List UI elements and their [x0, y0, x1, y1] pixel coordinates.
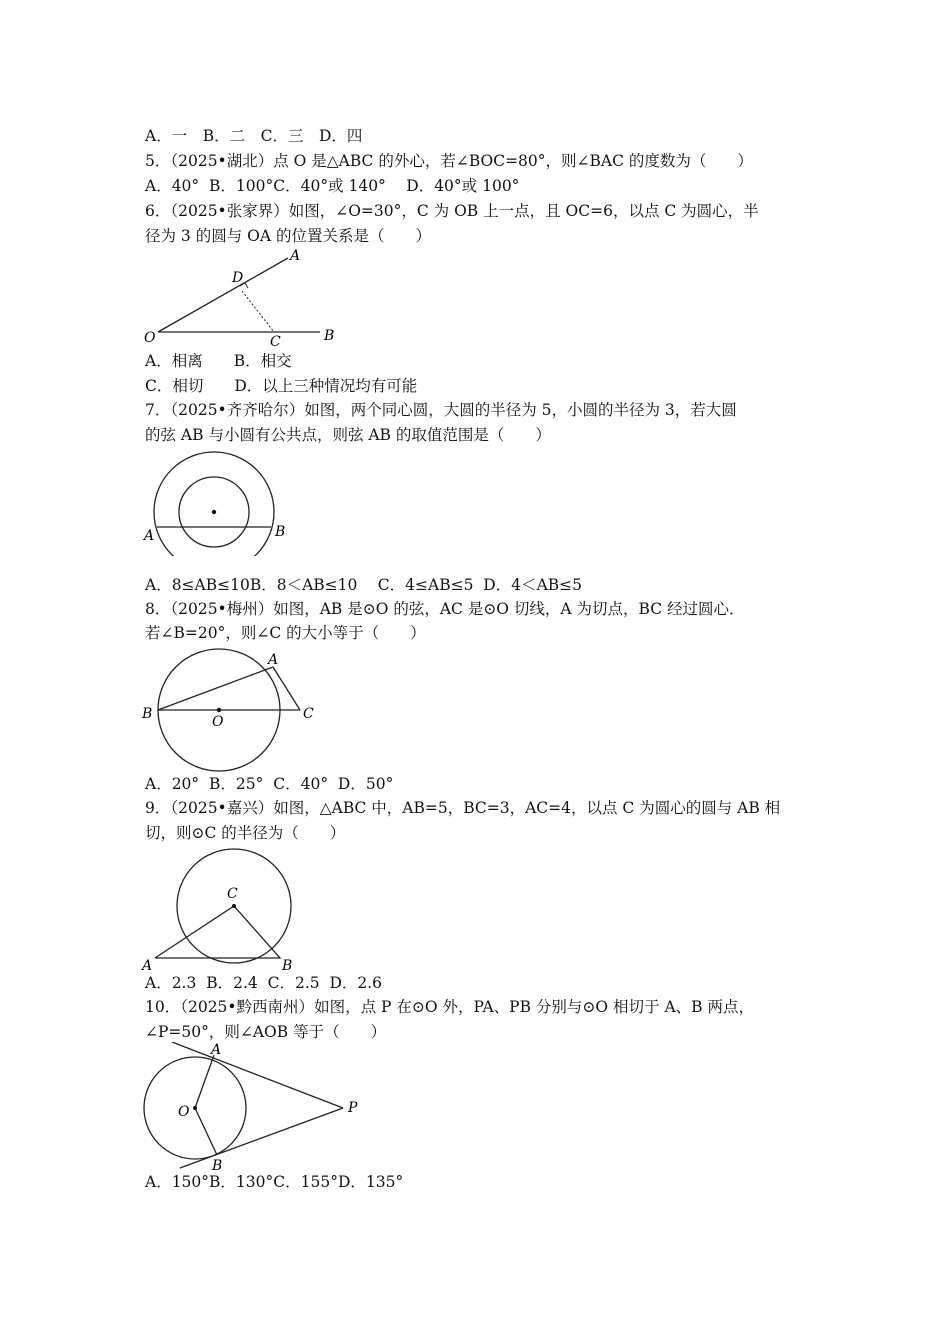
q7-label-a: A [144, 528, 155, 544]
q9-stem-line1: 9．（2025•嘉兴）如图，△ABC 中，AB=5，BC=3，AC=4，以点 C 为圆心的圆与 AB 相 [145, 799, 781, 817]
q9-stem-line2: 切，则⊙C 的半径为（ ） [145, 824, 346, 842]
q7-options: A．8≤AB≤10B．8＜AB≤10 C．4≤AB≤5 D．4＜AB≤5 [145, 576, 583, 594]
q7-label-b: B [275, 524, 286, 540]
q8-stem-line2: 若∠B=20°，则∠C 的大小等于（ ） [145, 624, 426, 642]
q10-stem-line1: 10．（2025•黔西南州）如图，点 P 在⊙O 外，PA、PB 分别与⊙O 相切于 A、B 两点， [145, 998, 754, 1016]
q10-label-a: A [211, 1042, 222, 1058]
q6-label-b: B [324, 328, 335, 344]
q9-label-c: C [227, 886, 238, 902]
q8-label-a: A [268, 652, 279, 668]
q7-stem-line2: 的弦 AB 与小圆有公共点，则弦 AB 的取值范围是（ ） [145, 426, 551, 444]
q10-label-o: O [178, 1104, 190, 1120]
q6-stem-line2: 径为 3 的圆与 OA 的位置关系是（ ） [145, 227, 431, 245]
q8-label-c: C [303, 706, 314, 722]
q6-label-o: O [144, 330, 156, 346]
q6-label-c: C [270, 334, 281, 346]
q8-label-b: B [142, 706, 153, 722]
q7-figure [140, 446, 300, 556]
q10-label-b: B [212, 1158, 223, 1174]
q6-figure [140, 246, 360, 346]
q6-options-line2: C．相切 D．以上三种情况均有可能 [145, 377, 418, 395]
q8-label-o: O [212, 714, 224, 730]
q8-stem-line1: 8．（2025•梅州）如图，AB 是⊙O 的弦，AC 是⊙O 切线，A 为切点，BC 经过圆心． [145, 600, 745, 618]
q10-stem-line2: ∠P=50°，则∠AOB 等于（ ） [145, 1023, 387, 1041]
q7-stem-line1: 7．（2025•齐齐哈尔）如图，两个同心圆，大圆的半径为 5，小圆的半径为 3，若大圆 [145, 401, 737, 419]
q10-label-p: P [348, 1100, 358, 1116]
q9-label-a: A [142, 958, 153, 972]
q9-figure [140, 846, 310, 972]
q4-options: A．一 B．二 C．三 D．四 [145, 127, 363, 145]
q6-options-line1: A．相离 B．相交 [145, 352, 292, 370]
q6-stem-line1: 6．（2025•张家界）如图，∠O=30°，C 为 OB 上一点，且 OC=6，以点 C 为圆心，半 [145, 202, 759, 220]
q6-label-a: A [290, 248, 301, 264]
q5-stem: 5．（2025•湖北）点 O 是△ABC 的外心，若∠BOC=80°，则∠BAC 的度数为（ ） [145, 152, 753, 170]
q6-label-d: D [232, 270, 244, 286]
q10-options: A．150°B．130°C．155°D．135° [145, 1173, 404, 1191]
q5-options: A．40° B．100°C．40°或 140° D．40°或 100° [145, 177, 520, 195]
q9-options: A．2.3 B．2.4 C．2.5 D．2.6 [145, 974, 383, 992]
q10-figure [140, 1042, 380, 1174]
q9-label-b: B [282, 958, 293, 972]
q8-options: A．20° B．25° C．40° D．50° [145, 775, 394, 793]
q8-figure [140, 646, 330, 772]
